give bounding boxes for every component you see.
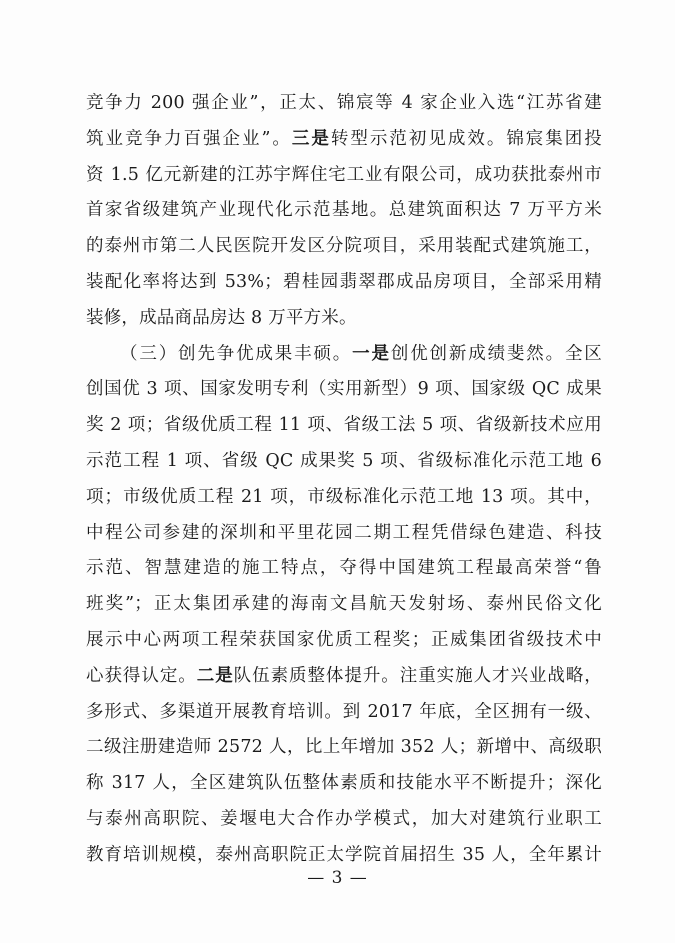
text-line <box>86 229 602 265</box>
text-line <box>86 587 602 623</box>
body-text <box>86 86 602 874</box>
text-line <box>86 337 602 373</box>
text-line <box>86 86 602 122</box>
text-segment: 展示中心两项工程荣获国家优质工程奖；正威集团省级技术中 <box>86 629 602 650</box>
text-segment: 心获得认定。 <box>86 665 197 686</box>
text-segment: 多形式、多渠道开展教育培训。到 2017 年底，全区拥有一级、 <box>86 701 602 722</box>
text-line <box>86 265 602 301</box>
text-segment: 首家省级建筑产业现代化示范基地。总建筑面积达 7 万平方米 <box>86 200 602 221</box>
text-segment: 称 317 人，全区建筑队伍整体素质和技能水平不断提升；深化 <box>86 773 602 794</box>
text-segment: 的泰州市第二人民医院开发区分院项目，采用装配式建筑施工， <box>86 236 602 257</box>
text-segment: 竞争力 200 强企业”，正太、锦宸等 4 家企业入选“江苏省建 <box>86 93 602 113</box>
text-segment: 资 1.5 亿元新建的江苏宇辉住宅工业有限公司，成功获批泰州市 <box>86 164 602 185</box>
text-segment: 项；市级优质工程 21 项，市级标准化示范工地 13 项。其中， <box>86 486 602 507</box>
text-line <box>86 516 602 552</box>
text-segment: 筑业竞争力百强企业”。 <box>86 128 292 149</box>
text-line <box>86 408 602 444</box>
text-segment: 教育培训规模，泰州高职院正太学院首届招生 35 人，全年累计 <box>86 844 602 865</box>
text-segment: （三）创先争优成果丰硕。 <box>120 343 353 364</box>
text-line <box>86 158 602 194</box>
text-segment: 创优创新成绩斐然。全区 <box>390 343 602 364</box>
text-segment: 示范工程 1 项、省级 QC 成果奖 5 项、省级标准化示范工地 6 <box>86 450 602 471</box>
text-segment: 二级注册建造师 2572 人，比上年增加 352 人；新增中、高级职 <box>86 737 602 758</box>
text-line <box>86 122 602 158</box>
text-line <box>86 372 602 408</box>
text-line <box>86 623 602 659</box>
text-line <box>86 659 602 695</box>
text-line <box>86 193 602 229</box>
bold-text-segment: 一是 <box>352 343 391 364</box>
text-line <box>86 766 602 802</box>
bold-text-segment: 三是 <box>291 128 331 149</box>
text-line <box>86 444 602 480</box>
text-segment: 奖 2 项；省级优质工程 11 项、省级工法 5 项、省级新技术应用 <box>86 415 602 436</box>
text-segment: 中程公司参建的深圳和平里花园二期工程凭借绿色建造、科技 <box>86 522 602 543</box>
page-number: — 3 — <box>307 868 368 888</box>
text-line <box>86 695 602 731</box>
bold-text-segment: 二是 <box>196 665 234 686</box>
text-line <box>86 301 602 337</box>
text-segment: 转型示范初见成效。锦宸集团投 <box>330 128 602 149</box>
text-line <box>86 730 602 766</box>
text-line <box>86 551 602 587</box>
text-segment: 班奖”；正太集团承建的海南文昌航天发射场、泰州民俗文化 <box>86 594 602 615</box>
text-line <box>86 480 602 516</box>
text-segment: 示范、智慧建造的施工特点，夺得中国建筑工程最高荣誉“鲁 <box>86 558 602 579</box>
text-segment: 装配化率将达到 53%；碧桂园翡翠郡成品房项目，全部采用精 <box>86 271 602 292</box>
text-segment: 装修，成品商品房达 8 万平方米。 <box>86 307 357 328</box>
text-segment: 队伍素质整体提升。注重实施人才兴业战略， <box>233 665 602 686</box>
text-segment: 创国优 3 项、国家发明专利（实用新型）9 项、国家级 QC 成果 <box>86 379 602 400</box>
text-line <box>86 802 602 838</box>
text-segment: 与泰州高职院、姜堰电大合作办学模式，加大对建筑行业职工 <box>86 808 602 829</box>
